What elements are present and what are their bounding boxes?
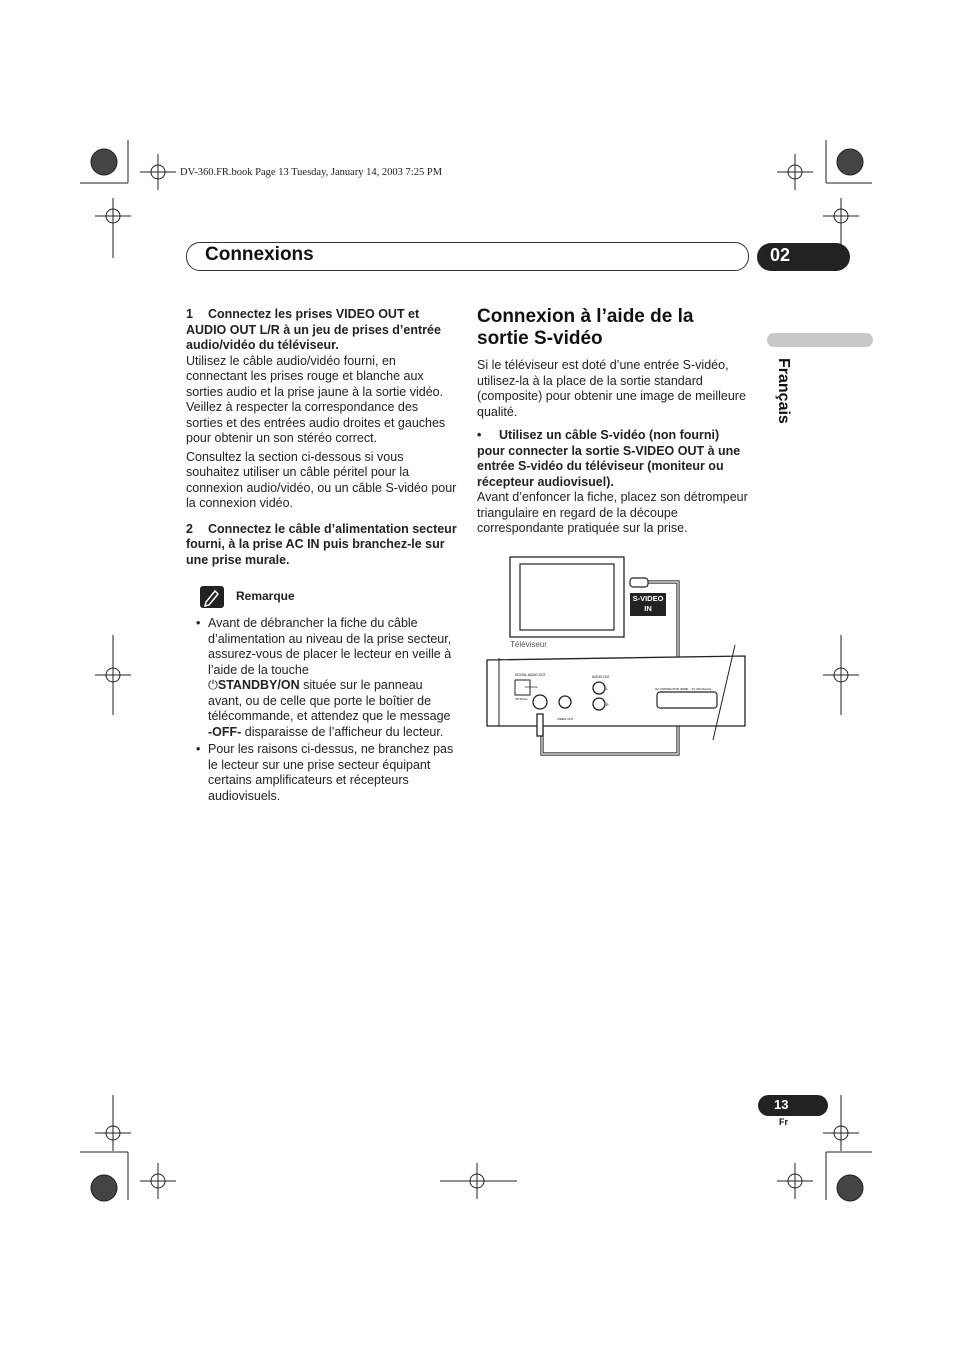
crosshair-icon [140,154,176,190]
av-connector-label: AV CONNECTOR (RGB) – TV OR Monitor [655,687,712,691]
svideo-in-line2: IN [644,604,652,613]
audio-out-r-jack [593,698,605,710]
scart-connector [657,692,717,708]
step-1 [186,307,458,354]
starburst-top-right-icon [837,149,863,175]
audio-r-label: R [606,703,609,707]
crosshair-icon [95,657,131,693]
note-title: Remarque [236,589,295,604]
off-message: -OFF- [208,724,242,739]
language-tab [767,333,873,347]
crosshair-icon [823,198,859,234]
svideo-connection-diagram [485,550,755,760]
note-item-1 [208,616,458,740]
step-1-number: 1 [186,307,193,321]
book-info-line: DV-360.FR.book Page 13 Tuesday, January 14, 2003 7:25 PM [180,167,443,178]
crosshair-icon [777,154,813,190]
chapter-title: Connexions [205,244,314,265]
crosshair-icon [140,1163,176,1199]
crosshair-icon [823,657,859,693]
crosshair-icon [459,1163,495,1199]
audio-l-label: L [606,687,608,691]
step-1-paragraph-2: Consultez la section ci-dessous si vous souhaitez utiliser un câble péritel pour la connexion audio/vidéo, ou un câble S-vidéo pour la connexion vidéo. [186,449,457,510]
starburst-bottom-right-icon [837,1175,863,1201]
svideo-bullet-text: Avant d’enfoncer la fiche, placez son détrompeur triangulaire en regard de la découpe correspondante pratiquée sur la prise. [477,490,748,535]
svideo-in-line1: S-VIDEO [632,594,664,603]
tv-label: Téléviseur [510,640,547,649]
crosshair-icon [95,1115,131,1151]
digital-audio-out-label: DIGITAL AUDIO OUT [515,673,546,677]
left-column [186,307,458,806]
player-rear-panel [487,645,745,740]
chapter-number: 02 [770,245,791,265]
pencil-note-icon [200,586,224,608]
step-2-number: 2 [186,521,193,536]
page-language: Fr [779,1117,788,1127]
step-2 [186,522,458,569]
section-title: Connexion à l’aide de la sortie S-vidéo [477,306,694,349]
crosshair-icon [777,1163,813,1199]
note-1-text-b: située sur le panneau avant, ou de celle que porte le boîtier de télécommande, et attendez que le message [208,678,451,723]
crosshair-icon [95,198,131,234]
video-out-jack [559,696,571,708]
svideo-plug-top [630,578,648,587]
crosshair-icon [823,1115,859,1151]
tv-illustration [510,557,624,637]
standby-icon: ⏻ [208,678,218,692]
audio-out-l-jack [593,682,605,694]
video-out-label: VIDEO OUT [557,717,574,721]
svideo-out-jack [533,695,547,709]
note-1-text-c: disparaisse de l’afficheur du lecteur. [241,724,444,739]
page-number: 13 [774,1097,789,1112]
note-header [200,586,458,608]
note-1-text-a: Avant de débrancher la fiche du câble d’alimentation au niveau de la prise secteur, assurez-vous de placer le lecteur en veille à l’aide de la touche [208,616,452,677]
svideo-bullet-title: Utilisez un câble S-vidéo (non fourni) pour connecter la sortie S-VIDEO OUT à une entrée S-vidéo du téléviseur (moniteur ou récepteur audiovisuel). [477,428,741,489]
note-item-2: • Pour les raisons ci-dessus, ne branchez pas le lecteur sur une prise secteur équipant certains amplificateurs et récepteurs audiovisuels. [208,742,458,804]
right-column [477,306,749,540]
section-intro: Si le téléviseur est doté d’une entrée S-vidéo, utilisez-la à la place de la sortie standard (composite) pour obtenir une image de meilleure qualité. [477,358,746,419]
language-label-box [770,358,800,438]
language-label: Français [775,358,792,424]
coaxial-label: COAXIAL [525,685,539,689]
svideo-bullet [477,428,749,490]
step-1-title: Connectez les prises VIDEO OUT et AUDIO OUT L/R à un jeu de prises d’entrée audio/vidéo du téléviseur. [186,307,441,352]
step-1-paragraph-1: Utilisez le câble audio/vidéo fourni, en connectant les prises rouge et blanche aux sorties audio et la prise jaune à la sortie vidéo. Veillez à respecter la correspondance des sorties et des entrées audio droites et gauches pour obtenir un son stéréo correct. [186,353,446,445]
step-2-title: Connectez le câble d’alimentation secteur fourni, à la prise AC IN puis branchez-le sur une prise murale. [186,521,457,567]
starburst-top-left-icon [91,149,117,175]
page-number-badge [758,1095,828,1116]
optical-label: OPTICAL [515,697,528,701]
starburst-bottom-left-icon [91,1175,117,1201]
svideo-in-badge [630,593,666,616]
standby-on-label: STANDBY/ON [217,678,300,692]
bullet-dot-icon: • [477,428,482,442]
audio-out-label: AUDIO OUT [592,675,610,679]
note-list [186,616,458,804]
svideo-plug-bottom [537,714,543,736]
